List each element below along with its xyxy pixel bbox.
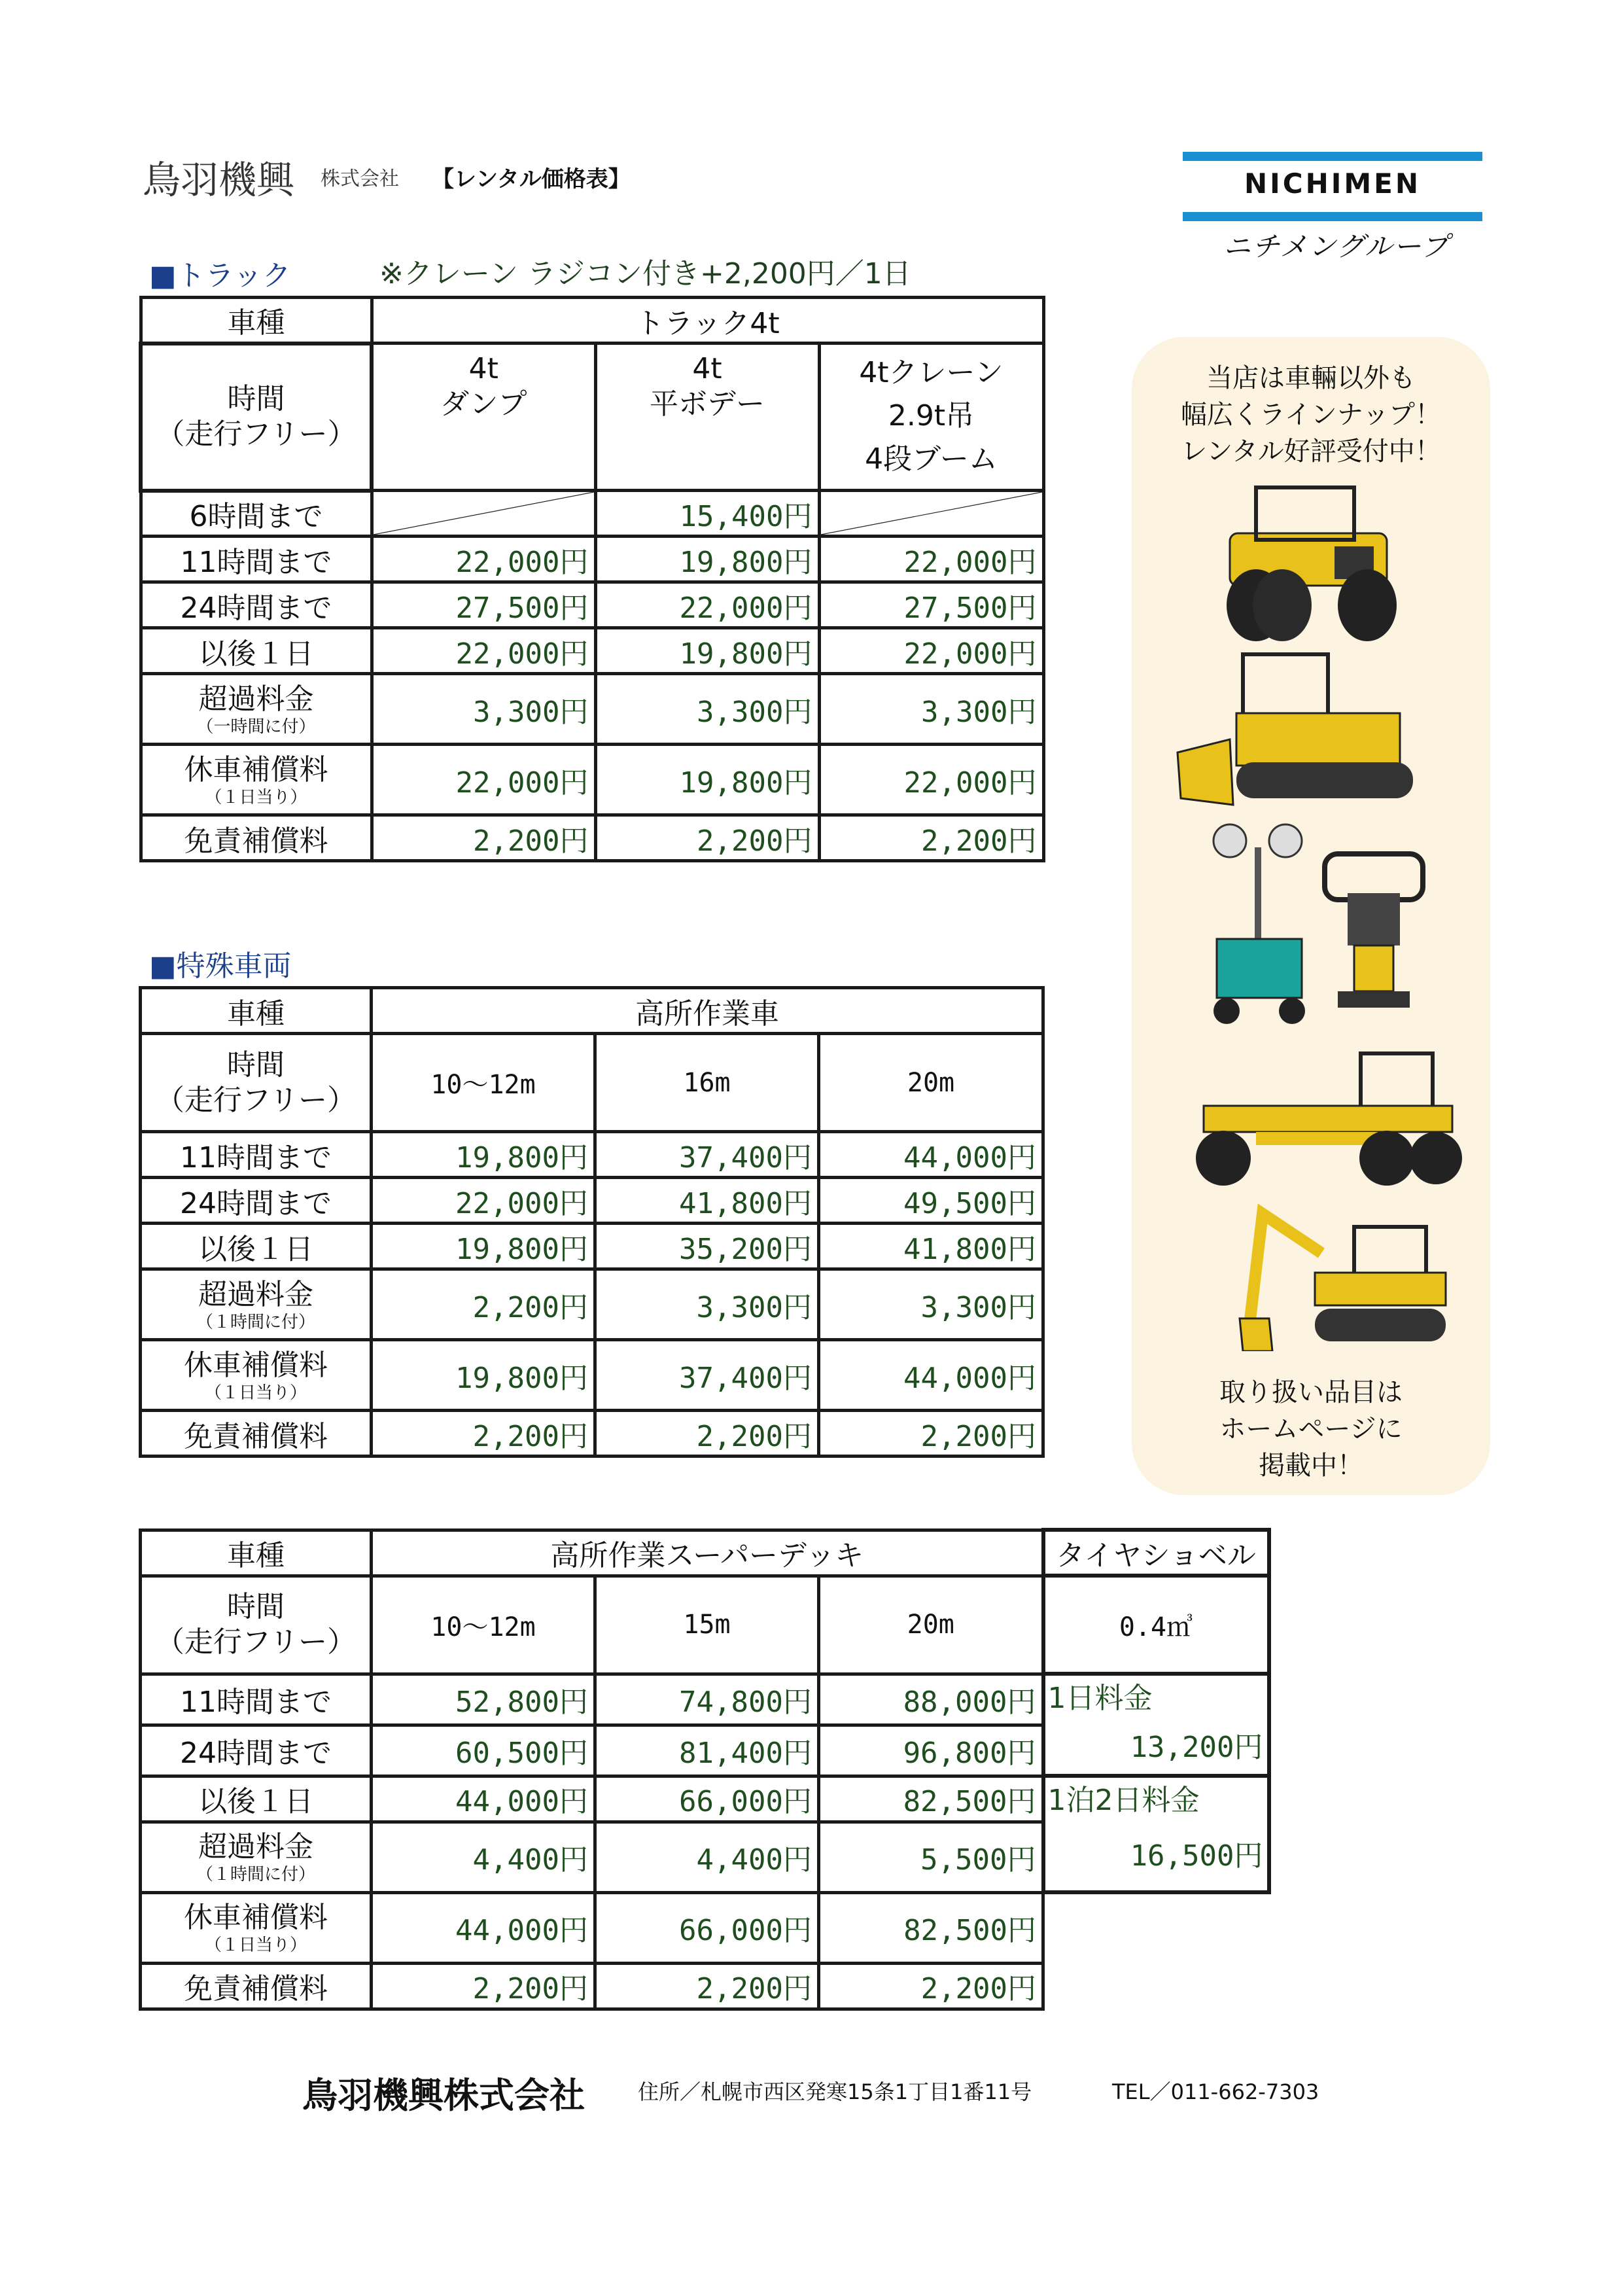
shovel-day-cell [1043, 1674, 1269, 1776]
price-cell: 22,000円 [819, 628, 1043, 674]
price-cell: 44,000円 [372, 1892, 595, 1963]
row-label: 24時間まで [141, 582, 372, 628]
price-cell: 19,800円 [372, 1132, 595, 1178]
promo-line: 掲載中！ [1259, 1451, 1363, 1481]
super-deck-group-header: 高所作業スーパーデッキ [372, 1530, 1043, 1576]
price-cell: 2,200円 [595, 1411, 819, 1457]
row-label: 以後１日 [141, 628, 372, 674]
row-label-main: 超過料金 [198, 1830, 313, 1863]
price-cell: 44,000円 [819, 1340, 1043, 1411]
col-header-dump [372, 344, 595, 491]
page-title: 【レンタル価格表】 [432, 166, 631, 192]
price-cell: 66,000円 [595, 1892, 819, 1963]
aerial-group-header: 高所作業車 [372, 988, 1043, 1034]
col-header-line: 4段ブーム [865, 442, 998, 476]
logo-bar-bottom [1183, 212, 1482, 221]
row-label-sub: （１日当り） [204, 1383, 307, 1403]
price-cell: 27,500円 [819, 582, 1043, 628]
price-cell: 22,000円 [595, 582, 819, 628]
row-label-sub: （一時間に付） [196, 716, 316, 737]
price-cell: 82,500円 [819, 1892, 1043, 1963]
price-cell: 22,000円 [372, 537, 595, 582]
promo-line: 取り扱い品目は [1219, 1377, 1403, 1407]
row-label [141, 1269, 372, 1340]
type-label-cell: 車種 [141, 988, 372, 1034]
time-label-cell [141, 344, 372, 491]
footer-address: 住所／札幌市西区発寒15条1丁目1番11号 [638, 2079, 1032, 2104]
shovel-2day-cell [1043, 1776, 1269, 1892]
price-cell: 81,400円 [595, 1725, 819, 1776]
row-label-sub: （１時間に付） [196, 1312, 315, 1332]
price-cell: 60,500円 [372, 1725, 595, 1776]
row-label-main: 超過料金 [198, 682, 314, 716]
table-row [141, 628, 1043, 674]
free-running-label: （走行フリー） [156, 417, 357, 451]
row-label-main: 休車補償料 [184, 1901, 328, 1934]
row-label: 11時間まで [141, 1132, 372, 1178]
price-cell: 52,800円 [372, 1674, 595, 1725]
price-cell: 27,500円 [372, 582, 595, 628]
time-label-cell [141, 1034, 372, 1132]
price-cell: 22,000円 [372, 1178, 595, 1224]
table-row [141, 815, 1043, 861]
free-running-label: （走行フリー） [155, 1625, 357, 1659]
price-cell: 19,800円 [372, 1224, 595, 1269]
empty-slash-cell [372, 491, 595, 537]
time-label-cell [141, 1576, 372, 1674]
shovel-2day-price: 16,500円 [1130, 1839, 1263, 1873]
price-cell: 66,000円 [595, 1776, 819, 1822]
excavator-icon [1236, 1194, 1452, 1351]
price-cell: 22,000円 [819, 745, 1043, 815]
shovel-capacity: 0.4㎥ [1043, 1576, 1269, 1674]
price-cell: 44,000円 [372, 1776, 595, 1822]
col-header-height: 20m [819, 1034, 1043, 1132]
tire-shovel-header: タイヤショベル [1043, 1530, 1269, 1576]
table-row [141, 1132, 1043, 1178]
promo-line: 幅広くラインナップ！ [1181, 400, 1441, 430]
row-label: 免責補償料 [141, 1411, 372, 1457]
price-cell: 49,500円 [819, 1178, 1043, 1224]
logo-subtitle: ニチメングループ [1223, 230, 1450, 262]
col-header-height: 20m [819, 1576, 1043, 1674]
type-label-cell: 車種 [141, 298, 372, 344]
col-header-line: 2.9t吊 [888, 399, 975, 433]
row-label: 免責補償料 [141, 1963, 372, 2009]
truck-group-header: トラック4t [372, 298, 1043, 344]
price-cell: 37,400円 [595, 1340, 819, 1411]
row-label-main: 超過料金 [198, 1277, 313, 1311]
price-cell: 96,800円 [819, 1725, 1043, 1776]
company-suffix: 株式会社 [321, 168, 399, 190]
col-header-height: 10～12m [372, 1576, 595, 1674]
row-label: 11時間まで [141, 537, 372, 582]
price-cell: 2,200円 [819, 815, 1043, 861]
price-cell: 19,800円 [595, 537, 819, 582]
col-header-line: 平ボデー [650, 387, 765, 421]
row-label: 6時間まで [141, 491, 372, 537]
col-header-line: 4t [692, 352, 722, 385]
footer-phone: TEL／011-662-7303 [1112, 2079, 1319, 2104]
col-header-line: 4tクレーン [859, 356, 1003, 389]
type-label-cell: 車種 [141, 1530, 372, 1576]
price-cell: 15,400円 [595, 491, 819, 537]
col-header-height: 16m [595, 1034, 819, 1132]
table-row [141, 1892, 1269, 1963]
promo-line: 当店は車輛以外も [1206, 363, 1416, 393]
special-section-title: ■特殊車両 [149, 949, 292, 983]
promo-panel [1132, 337, 1490, 1495]
table-row [141, 1411, 1043, 1457]
price-cell: 3,300円 [595, 674, 819, 745]
blank-cell [1043, 1892, 1269, 1963]
time-label: 時間 [227, 1048, 285, 1082]
logo-word: NICHIMEN [1244, 168, 1421, 200]
row-label: 24時間まで [141, 1725, 372, 1776]
row-label: 11時間まで [141, 1674, 372, 1725]
price-cell: 44,000円 [819, 1132, 1043, 1178]
shovel-2day-label: 1泊2日料金 [1047, 1784, 1200, 1817]
row-label-main: 休車補償料 [184, 752, 328, 786]
table-row [141, 1269, 1043, 1340]
nichimen-logo [1183, 152, 1482, 262]
price-cell: 19,800円 [595, 745, 819, 815]
row-label: 以後１日 [141, 1224, 372, 1269]
col-header-height: 10～12m [372, 1034, 595, 1132]
price-cell: 3,300円 [819, 1269, 1043, 1340]
price-cell: 19,800円 [372, 1340, 595, 1411]
truck-section-title: ■トラック [149, 259, 291, 292]
table-row [141, 1224, 1043, 1269]
row-label-main: 休車補償料 [184, 1348, 328, 1382]
row-label: 免責補償料 [141, 815, 372, 861]
table-row [141, 491, 1043, 537]
price-cell: 3,300円 [595, 1269, 819, 1340]
row-label: 以後１日 [141, 1776, 372, 1822]
time-label: 時間 [227, 382, 285, 415]
price-cell: 2,200円 [819, 1963, 1043, 2009]
col-header-crane [819, 344, 1043, 491]
table-row [141, 1963, 1269, 2009]
price-cell: 22,000円 [819, 537, 1043, 582]
price-cell: 35,200円 [595, 1224, 819, 1269]
light-tower-icon [1204, 821, 1315, 1031]
promo-bottom-text [1132, 1374, 1490, 1484]
crane-remote-note: ※クレーン ラジコン付き+2,200円／1日 [379, 257, 911, 291]
blank-cell [1043, 1963, 1269, 2009]
col-header-line: ダンプ [440, 387, 527, 421]
price-cell: 19,800円 [595, 628, 819, 674]
row-label-sub: （１時間に付） [196, 1865, 315, 1884]
promo-top-text [1132, 360, 1490, 470]
row-label [141, 1822, 372, 1892]
table-row [141, 1340, 1043, 1411]
shovel-day-price: 13,200円 [1130, 1731, 1263, 1764]
table-row [141, 537, 1043, 582]
price-cell: 41,800円 [595, 1178, 819, 1224]
table-row [141, 582, 1043, 628]
col-header-height: 15m [595, 1576, 819, 1674]
col-header-flatbody [595, 344, 819, 491]
price-cell: 2,200円 [819, 1411, 1043, 1457]
aerial-work-table [139, 986, 1045, 1458]
price-cell: 5,500円 [819, 1822, 1043, 1892]
price-cell: 3,300円 [372, 674, 595, 745]
row-label [141, 1892, 372, 1963]
price-cell: 4,400円 [372, 1822, 595, 1892]
price-cell: 37,400円 [595, 1132, 819, 1178]
tire-roller-icon [1204, 474, 1413, 645]
company-name: 鳥羽機興 [143, 158, 295, 202]
bulldozer-icon [1171, 641, 1433, 811]
price-cell: 82,500円 [819, 1776, 1043, 1822]
row-label-sub: （１日当り） [204, 1935, 307, 1955]
price-cell: 3,300円 [819, 674, 1043, 745]
price-cell: 22,000円 [372, 628, 595, 674]
price-cell: 2,200円 [372, 1963, 595, 2009]
row-label [141, 745, 372, 815]
footer-company: 鳥羽機興株式会社 [302, 2075, 585, 2116]
time-label: 時間 [227, 1590, 285, 1623]
price-cell: 2,200円 [372, 815, 595, 861]
super-deck-table [139, 1528, 1271, 2011]
col-header-line: 4t [468, 352, 498, 385]
price-cell: 41,800円 [819, 1224, 1043, 1269]
price-cell: 2,200円 [595, 1963, 819, 2009]
table-row [141, 1178, 1043, 1224]
row-label [141, 1340, 372, 1411]
price-cell: 4,400円 [595, 1822, 819, 1892]
price-cell: 88,000円 [819, 1674, 1043, 1725]
table-row [141, 1674, 1269, 1725]
promo-line: ホームページに [1219, 1414, 1403, 1444]
empty-slash-cell [819, 491, 1043, 537]
row-label [141, 674, 372, 745]
table-row [141, 1776, 1269, 1822]
table-row [141, 745, 1043, 815]
free-running-label: （走行フリー） [155, 1083, 357, 1117]
promo-line: レンタル好評受付中！ [1181, 436, 1441, 467]
price-cell: 2,200円 [595, 815, 819, 861]
motor-grader-icon [1178, 1047, 1465, 1191]
truck-price-table [139, 296, 1045, 862]
row-label-sub: （１日当り） [205, 787, 307, 807]
row-label: 24時間まで [141, 1178, 372, 1224]
table-row [141, 674, 1043, 745]
shovel-day-label: 1日料金 [1047, 1682, 1153, 1715]
price-cell: 2,200円 [372, 1269, 595, 1340]
price-cell: 74,800円 [595, 1674, 819, 1725]
rammer-icon [1318, 847, 1429, 1017]
price-cell: 22,000円 [372, 745, 595, 815]
price-cell: 2,200円 [372, 1411, 595, 1457]
logo-bar-top [1183, 152, 1482, 161]
